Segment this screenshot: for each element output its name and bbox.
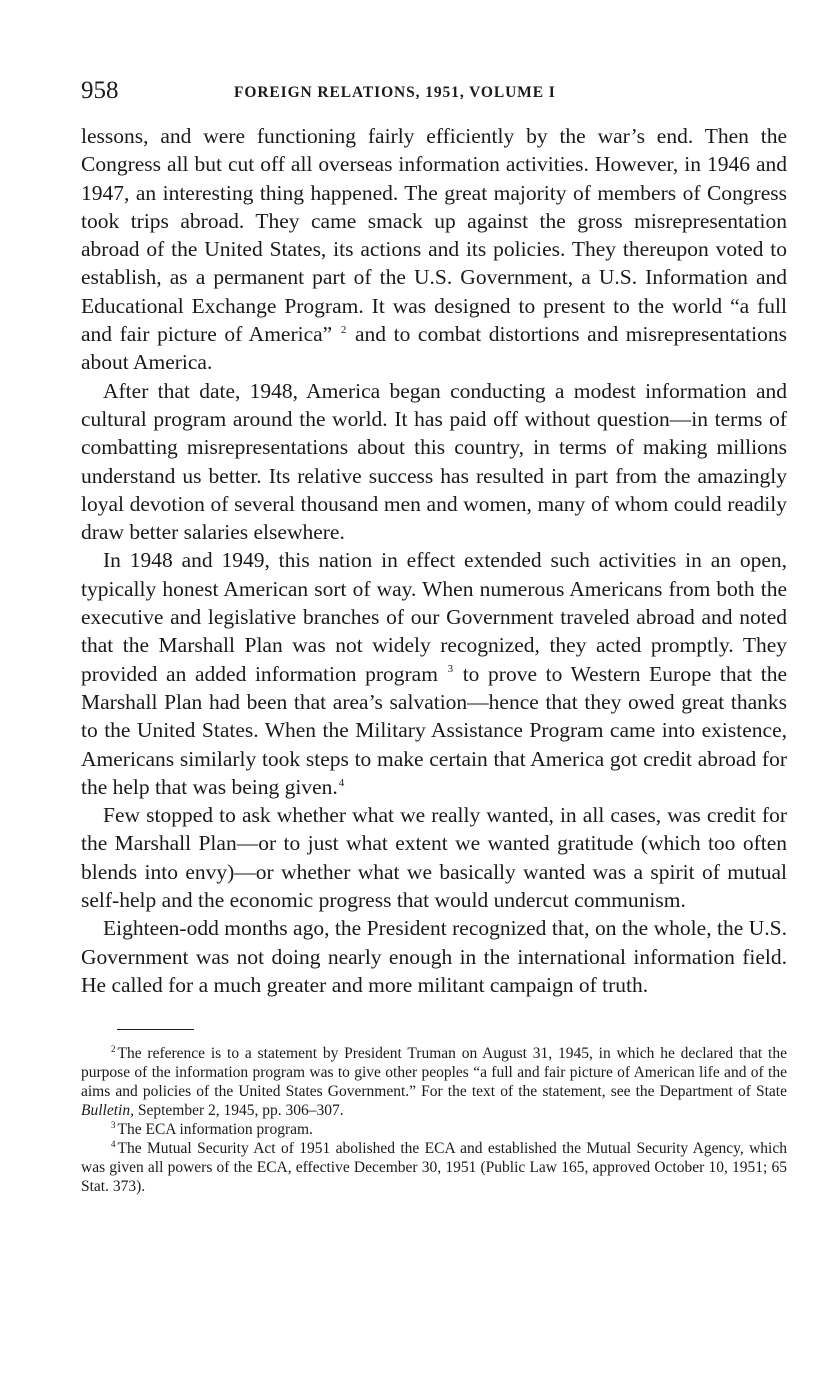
running-title: FOREIGN RELATIONS, 1951, VOLUME I: [234, 84, 556, 101]
footnote-reference[interactable]: 4: [338, 776, 345, 789]
paragraph: Eighteen-odd months ago, the President recognized that, on the whole, the U.S. Government was not doing nearly enough in the international information field. He called for a much greater and more militant campaign of truth.: [81, 916, 787, 997]
footnotes: [81, 1044, 787, 1196]
footnote: $^2$ The reference is to a statement by President Truman on August 31, 1945, in which he declared that the purpose of the information program was to give other peoples “a full and fair picture of American life and of the aims and policies of the United States Government.” For the text of the statement, see the Department of State Bulletin, September 2, 1945, pp. 306–307.: [81, 1044, 787, 1120]
footnote: $^4$ The Mutual Security Act of 1951 abolished the ECA and established the Mutual Security Agency, which was given all powers of the ECA, effective December 30, 1951 (Public Law 165, approved October 10, 1951; 65 Stat. 373).: [81, 1139, 787, 1196]
paragraph: Few stopped to ask whether what we really wanted, in all cases, was credit for the Marshall Plan—or to just what extent we wanted gratitude (which too often blends into envy)—or whether what we basically wanted was a spirit of mutual self-help and the economic progress that would undercut communism.: [81, 803, 787, 913]
document-page: [81, 76, 787, 1196]
footnote: $^3$ The ECA information program.: [111, 1120, 313, 1139]
footnote-reference[interactable]: 3: [447, 663, 454, 676]
footnote-mark: 4: [111, 1139, 116, 1150]
body-text: [81, 122, 787, 999]
footnote-divider: [117, 1029, 194, 1030]
footnote-reference[interactable]: 2: [340, 323, 347, 336]
footnote-mark: 3: [111, 1120, 116, 1131]
page-number: 958: [81, 77, 119, 104]
paragraph: lessons, and were functioning fairly efficiently by the war’s end. Then the Congress all but cut off all overseas information activities. However, in 1946 and 1947, an interesting thing happened. The great majority of members of Congress took trips abroad. They came smack up against the gross misrepresentation abroad of the United States, its actions and its policies. They thereupon voted to establish, as a permanent part of the U.S. Government, a U.S. Information and Educational Exchange Program. It was designed to present to the world “a full and fair picture of America” $^2$ and to combat distortions and misrepresentations about America.: [81, 124, 788, 375]
paragraph: In 1948 and 1949, this nation in effect extended such activities in an open, typically honest American sort of way. When numerous Americans from both the executive and legislative branches of our Government traveled abroad and noted that the Marshall Plan was not widely recognized, they acted promptly. They provided an added information program $^3$ to prove to Western Europe that the Marshall Plan had been that area’s salvation—hence that they owed great thanks to the United States. When the Military Assistance Program came into existence, Americans similarly took steps to make certain that America got credit abroad for the help that was being given.$^4$: [81, 548, 788, 799]
paragraph: After that date, 1948, America began conducting a modest information and cultural program around the world. It has paid off without question—in terms of combatting misrepresentations about this country, in terms of making millions understand us better. Its relative success has resulted in part from the amazingly loyal devotion of several thousand men and women, many of whom could readily draw better salaries elsewhere.: [81, 378, 787, 545]
running-header: [81, 76, 787, 110]
footnote-mark: 2: [111, 1044, 116, 1055]
